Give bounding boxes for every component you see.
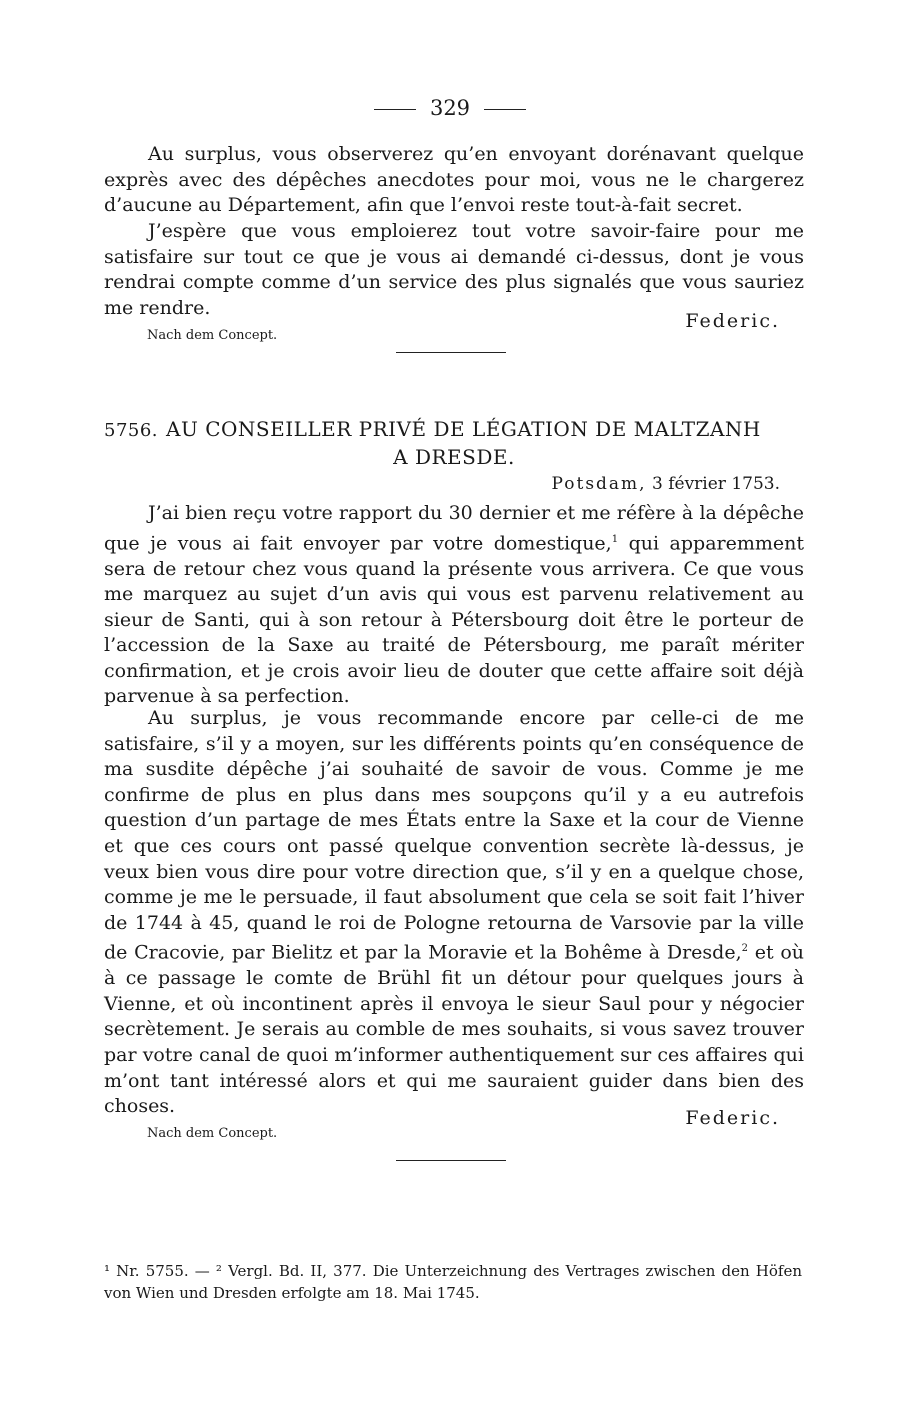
page-number: 329	[429, 96, 471, 120]
letter-heading	[104, 416, 804, 470]
source-note-2: Nach dem Concept.	[147, 1126, 278, 1141]
dateline-date: 3 février 1753.	[652, 474, 780, 494]
letter-title-line2: A DRESDE.	[393, 445, 515, 469]
page-header	[0, 96, 900, 120]
signature-2: Federic.	[685, 1107, 780, 1129]
section-rule-1	[396, 352, 506, 353]
footnote-ref-2: 2	[741, 943, 748, 955]
paragraph-block1-1: Au surplus, vous observerez qu’en envoyant dorénavant quelque exprès avec des dépêches anecdotes pour moi, vous ne le chargerez d’aucune au Département, afin que l’envoi reste tout-à-fait secret.	[104, 143, 804, 217]
paragraph-letter-2: Au surplus, je vous recommande encore par celle-ci de me satisfaire, s’il y a moyen, sur les différents points qu’en conséquence de ma susdite dépêche j’ai souhaité de savoir de vous. Comme je me confirme de plus en plus dans mes soupçons qu’il y a eu autrefois question d’un partage de mes États entre la Saxe et la cour de Vienne et que ces cours ont passé quelque convention secrète là-dessus, je veux bien vous dire pour votre direction que, s’il y en a quelque chose, comme je me le persuade, il faut absolument que cela se soit fait l’hiver de 1744 à 45, quand le roi de Pologne retourna de Varsovie par la ville de Cracovie, par Bielitz et par la Moravie et la Bohême à Dresde,$^2$ et où à ce passage le comte de Brühl fit un détour pour quelques jours à Vienne, et où incontinent après il envoya le sieur Saul pour y négocier secrètement. Je serais au comble de mes souhaits, si vous savez trouver par votre canal de quoi m’informer authentiquement sur ces affaires qui m’ont tant intéressé alors et qui me sauraient guider dans bien des choses.	[104, 707, 804, 1118]
paragraph-letter-1: J’ai bien reçu votre rapport du 30 dernier et me réfère à la dépêche que je vous ai fait envoyer par votre domestique,$^1$ qui apparemment sera de retour chez vous quand la présente vous arrivera. Ce que vous me marquez au sujet d’un avis qui vous est parvenu relativement au sieur de Santi, qui à son retour à Pétersbourg doit être le porteur de l’accession de la Saxe au traité de Pétersbourg, me paraît mériter confirmation, et je crois avoir lieu de douter que cette affaire soit déjà parvenue à sa perfection.	[104, 502, 804, 708]
footnotes: ¹ Nr. 5755. — ² Vergl. Bd. II, 377. Die Unterzeichnung des Vertrages zwischen den Höfen von Wien und Dresden erfolgte am 18. Mai 1745.	[104, 1262, 802, 1302]
dateline-place: Potsdam,	[551, 474, 647, 494]
header-right-dash	[484, 109, 526, 110]
footnote-ref-1: 1	[611, 533, 619, 545]
dateline	[552, 474, 781, 494]
header-left-dash	[374, 109, 416, 110]
paragraph-block1-2: J’espère que vous emploierez tout votre savoir-faire pour me satisfaire sur tout ce que je vous ai demandé ci-dessus, dont je vous rendrai compte comme d’un service des plus signalés que vous sauriez me rendre.	[104, 220, 804, 319]
signature-1: Federic.	[685, 310, 780, 332]
letter-title-line1: AU CONSEILLER PRIVÉ DE LÉGATION DE MALTZANH	[166, 417, 761, 441]
section-rule-2	[396, 1160, 506, 1161]
source-note-1: Nach dem Concept.	[147, 328, 278, 343]
letter-number: 5756.	[104, 420, 159, 441]
